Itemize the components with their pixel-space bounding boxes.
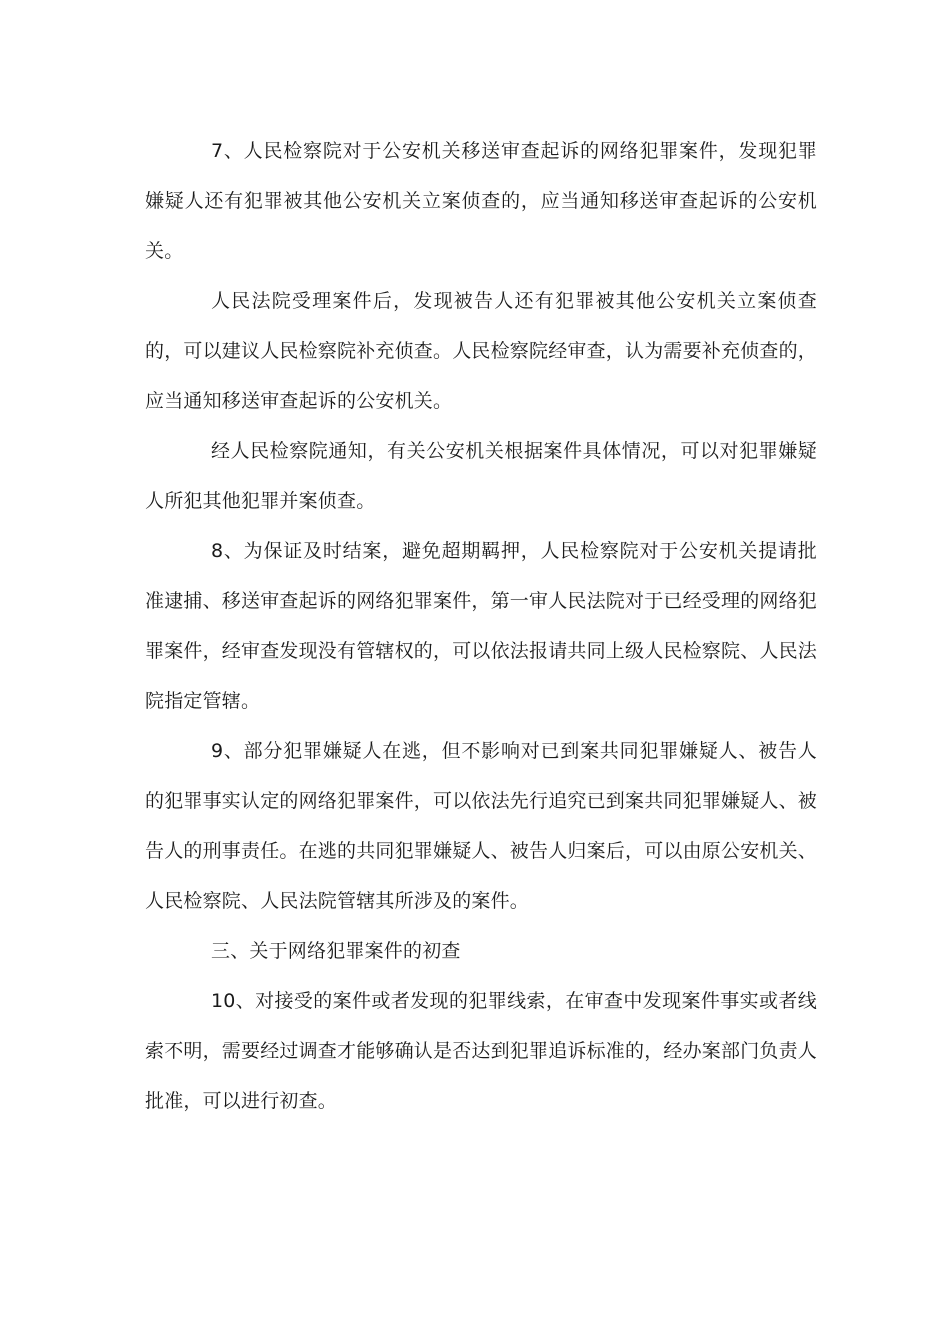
paragraph-joint-investigation: 经人民检察院通知，有关公安机关根据案件具体情况，可以对犯罪嫌疑人所犯其他犯罪并案侦查。 [145, 440, 817, 512]
paragraph-article-9: 9、部分犯罪嫌疑人在逃，但不影响对已到案共同犯罪嫌疑人、被告人的犯罪事实认定的网络犯罪案件，可以依法先行追究已到案共同犯罪嫌疑人、被告人的刑事责任。在逃的共同犯罪嫌疑人、被告人归案后，可以由原公安机关、人民检察院、人民法院管辖其所涉及的案件。 [145, 740, 818, 912]
section-heading-preliminary-investigation: 三、关于网络犯罪案件的初查 [211, 940, 461, 962]
paragraph-article-7: 7、人民检察院对于公安机关移送审查起诉的网络犯罪案件，发现犯罪嫌疑人还有犯罪被其他公安机关立案侦查的，应当通知移送审查起诉的公安机关。 [145, 140, 817, 262]
paragraph-court-supplementary-investigation: 人民法院受理案件后，发现被告人还有犯罪被其他公安机关立案侦查的，可以建议人民检察院补充侦查。人民检察院经审查，认为需要补充侦查的，应当通知移送审查起诉的公安机关。 [145, 290, 818, 412]
document-body [145, 126, 817, 1126]
paragraph-article-8: 8、为保证及时结案，避免超期羁押，人民检察院对于公安机关提请批准逮捕、移送审查起诉的网络犯罪案件，第一审人民法院对于已经受理的网络犯罪案件，经审查发现没有管辖权的，可以依法报请共同上级人民检察院、人民法院指定管辖。 [145, 540, 818, 712]
paragraph-article-10: 10、对接受的案件或者发现的犯罪线索，在审查中发现案件事实或者线索不明，需要经过调查才能够确认是否达到犯罪追诉标准的，经办案部门负责人批准，可以进行初查。 [145, 990, 818, 1112]
